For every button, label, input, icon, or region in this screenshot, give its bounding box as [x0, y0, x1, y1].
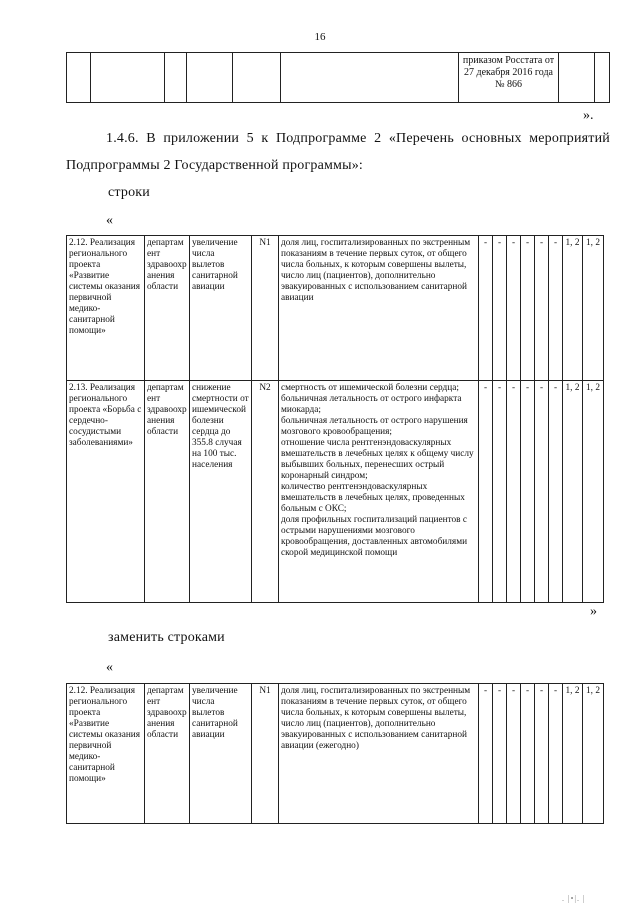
paragraph-1-4-6	[66, 125, 610, 179]
new-rows-table	[66, 683, 604, 824]
label-rows: строки	[108, 185, 150, 200]
dash-cell: -	[535, 381, 549, 603]
dash-cell: -	[507, 236, 521, 381]
replace-instruction: заменить строками	[108, 630, 225, 645]
expected-result-cell: снижение смертности от ишемической болезни сердца до 355.8 случая на 100 тыс. населения	[190, 381, 252, 603]
dash-cell: -	[521, 236, 535, 381]
page-number: 16	[314, 31, 326, 43]
table-cell	[559, 53, 595, 103]
activity-name-cell: 2.12. Реализация регионального проекта «Развитие системы оказания первичной медико-санитарной помощи»	[67, 684, 145, 824]
opening-quote: «	[106, 213, 113, 228]
table-cell	[165, 53, 187, 103]
order-reference-text: приказом Росстата от 27 декабря 2016 года № 866	[462, 55, 555, 90]
dash-cell: -	[535, 236, 549, 381]
dash-cell: -	[549, 684, 563, 824]
table-cell	[281, 53, 459, 103]
dash-cell: -	[493, 236, 507, 381]
table-cell	[233, 53, 281, 103]
dash-cell: -	[493, 684, 507, 824]
dash-cell: -	[521, 381, 535, 603]
dash-cell: -	[479, 236, 493, 381]
order-reference-cell	[459, 53, 559, 103]
opening-quote-2: «	[106, 660, 113, 675]
dash-cell: -	[535, 684, 549, 824]
dash-cell: -	[507, 381, 521, 603]
dash-cell: -	[507, 684, 521, 824]
activity-name-cell: 2.12. Реализация регионального проекта «Развитие системы оказания первичной медико-санитарной помощи»	[67, 236, 145, 381]
table-row	[67, 381, 604, 603]
old-rows-table	[66, 235, 604, 603]
closing-quote-2: »	[590, 604, 597, 619]
tasks-cell: 1, 2	[563, 684, 583, 824]
expected-result-cell: увеличение числа вылетов санитарной авиации	[190, 684, 252, 824]
indicator-link-cell: N1	[252, 684, 279, 824]
executor-cell: департамент здравоохранения области	[145, 684, 190, 824]
goals-cell: 1, 2	[583, 684, 604, 824]
top-table-fragment	[66, 52, 610, 103]
dash-cell: -	[479, 684, 493, 824]
expected-result-cell: увеличение числа вылетов санитарной авиации	[190, 236, 252, 381]
dash-cell: -	[521, 684, 535, 824]
indicators-cell: доля лиц, госпитализированных по экстренным показаниям в течение первых суток, от общего числа больных, к которым совершены вылеты, число лиц (пациентов), дополнительно эвакуированных с использованием санитарной авиации (ежегодно)	[279, 684, 479, 824]
dash-cell: -	[493, 381, 507, 603]
dash-cell: -	[549, 381, 563, 603]
executor-cell: департамент здравоохранения области	[145, 236, 190, 381]
goals-cell: 1, 2	[583, 236, 604, 381]
dash-cell: -	[549, 236, 563, 381]
goals-cell: 1, 2	[583, 381, 604, 603]
table-row	[67, 236, 604, 381]
table-cell	[595, 53, 610, 103]
table-row	[67, 684, 604, 824]
dash-cell: -	[479, 381, 493, 603]
indicator-link-cell: N2	[252, 381, 279, 603]
indicators-cell: смертность от ишемической болезни сердца; больничная летальность от острого инфаркта миокарда; больничная летальность от острого нарушения мозгового кровообращения; отношение числа рентгенэндоваскулярных вмешательств в лечебных целях к общему числу выбывших больных, перенесших острый коронарный синдром; количество рентгенэндоваскулярных вмешательств в лечебных целях, проведенных больным с ОКС; доля профильных госпитализаций пациентов с острыми нарушениями мозгового кровообращения, доставленных автомобилями скорой медицинской помощи	[279, 381, 479, 603]
closing-quote: ».	[583, 108, 594, 123]
paragraph-text: 1.4.6. В приложении 5 к Подпрограмме 2 «Перечень основных мероприятий Подпрограммы 2 Государственной программы»:	[66, 131, 610, 173]
indicator-link-cell: N1	[252, 236, 279, 381]
scan-mark: . |•|. |	[562, 894, 586, 903]
indicators-cell: доля лиц, госпитализированных по экстренным показаниям в течение первых суток, от общего числа больных, к которым совершены вылеты, число лиц (пациентов), дополнительно эвакуированных с использованием санитарной авиации	[279, 236, 479, 381]
table-cell	[187, 53, 233, 103]
tasks-cell: 1, 2	[563, 236, 583, 381]
activity-name-cell: 2.13. Реализация регионального проекта «Борьба с сердечно-сосудистыми заболеваниями»	[67, 381, 145, 603]
executor-cell: департамент здравоохранения области	[145, 381, 190, 603]
table-cell	[91, 53, 165, 103]
table-cell	[67, 53, 91, 103]
tasks-cell: 1, 2	[563, 381, 583, 603]
